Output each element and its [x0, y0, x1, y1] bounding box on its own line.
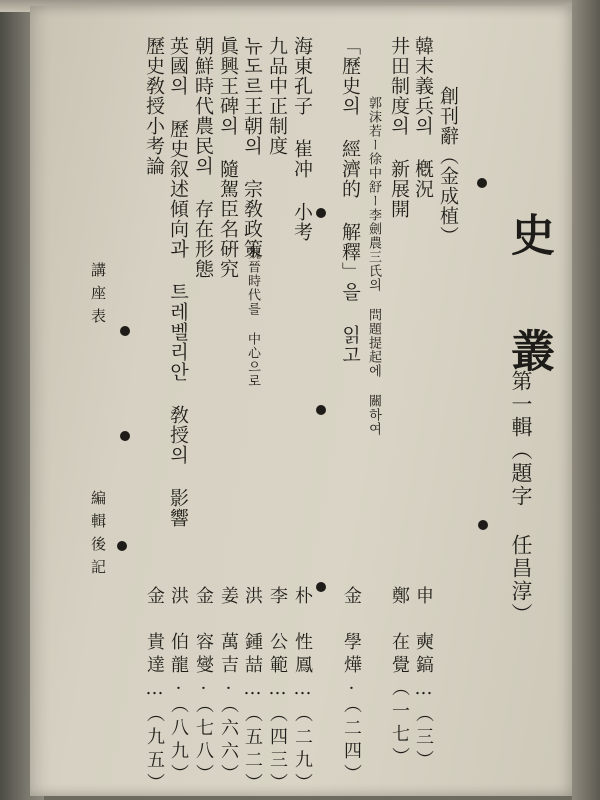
- toc-entry-author: 洪 鍾喆…（五二）: [242, 586, 263, 796]
- toc-entry-author: 鄭 在覺（一七）: [389, 586, 410, 770]
- toc-entry-author: 姜 萬吉·（六六）: [218, 586, 239, 787]
- bullet-dot: [120, 326, 130, 336]
- bullet-dot: [478, 520, 488, 530]
- toc-entry-title: 創刊辭（金成植）: [437, 86, 459, 246]
- bullet-dot: [117, 541, 127, 551]
- editorial-postscript-label: 編輯後記: [89, 490, 107, 582]
- toc-entry-title: 英國의 歷史叙述傾向과 트레벨리안 敎授의 影響: [167, 36, 189, 528]
- bullet-dot: [316, 208, 326, 218]
- toc-entry-title: 「歷史의 經濟的 解釋」을 읽고: [339, 36, 361, 365]
- toc-entry-author: 洪 伯龍·（八九）: [168, 586, 189, 787]
- toc-entry-title: 韓末義兵의 槪況: [412, 36, 434, 199]
- journal-title: 史 叢: [503, 212, 554, 386]
- bullet-dot: [120, 431, 130, 441]
- toc-entry-author: 金 貴達…（九五）: [144, 586, 165, 796]
- toc-entry-title: 海東孔子 崔冲 小考: [291, 36, 313, 242]
- toc-entry-author: 李 公範…（四三）: [267, 586, 288, 796]
- toc-entry-author: 金 學燁·（二四）: [341, 586, 362, 787]
- toc-entry-subtitle: 魏晉時代를 中心으로: [245, 246, 260, 388]
- toc-entry-author: 申 奭鎬…（三）: [413, 586, 434, 773]
- toc-entry-title: 뉴도르王朝의 宗敎政策: [241, 36, 263, 259]
- page-edge: [572, 0, 600, 800]
- toc-entry-title: 朝鮮時代農民의 存在形態: [192, 36, 214, 279]
- toc-entry-title: 眞興王碑의 隨駕臣名硏究: [217, 36, 239, 279]
- toc-entry-title: 九品中正制度: [266, 36, 288, 156]
- toc-entry-title: 歷史敎授小考論: [143, 36, 165, 176]
- bullet-dot: [316, 582, 326, 592]
- toc-entry-subtitle: 郭沫若ー徐中舒ー李劍農三氏의 問題提起에 關하여: [366, 96, 381, 436]
- toc-entry-author: 朴 性鳳…（二九）: [292, 586, 313, 796]
- bullet-dot: [477, 178, 487, 188]
- lecture-table-label: 講座表: [89, 262, 107, 331]
- toc-entry-title: 井田制度의 新展開: [388, 36, 410, 219]
- journal-issue: 第一輯（題字 任昌淳）: [509, 370, 533, 626]
- toc-entry-author: 金 容燮·（七八）: [193, 586, 214, 787]
- bullet-dot: [316, 405, 326, 415]
